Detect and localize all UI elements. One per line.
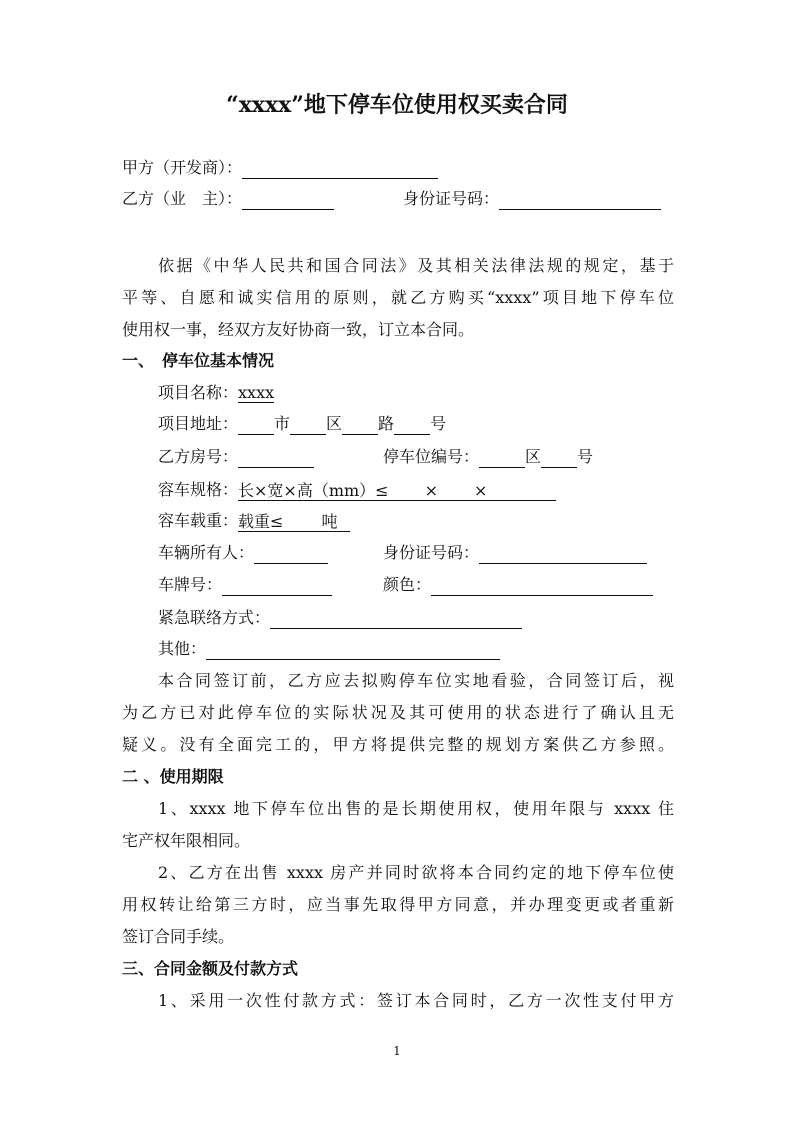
party-b-id-field[interactable] bbox=[499, 191, 661, 210]
label: 容车载重： bbox=[158, 511, 239, 530]
other-row bbox=[158, 638, 500, 660]
space-no-row bbox=[383, 446, 593, 468]
party-a-label: 甲方（开发商）： bbox=[122, 158, 243, 177]
owner-field[interactable] bbox=[254, 545, 328, 564]
label: 其他： bbox=[158, 639, 207, 658]
times-sign: × bbox=[474, 481, 488, 500]
paragraph-line: 宅产权年限相同。 bbox=[122, 831, 251, 850]
other-field[interactable] bbox=[206, 641, 500, 660]
party-a-field[interactable] bbox=[242, 160, 438, 179]
label: 乙方房号： bbox=[158, 447, 239, 466]
emergency-row bbox=[158, 607, 522, 629]
label: 颜色： bbox=[383, 575, 432, 594]
paragraph-line: 疑义。没有全面完工的，甲方将提供完整的规划方案供乙方参照。 bbox=[122, 735, 674, 754]
intro-line: 使用权一事，经双方友好协商一致，订立本合同。 bbox=[122, 320, 475, 339]
label: 市 bbox=[274, 414, 291, 433]
paragraph-line: 签订合同手续。 bbox=[122, 927, 235, 946]
label: 车辆所有人： bbox=[158, 543, 255, 562]
city-field[interactable] bbox=[238, 416, 274, 435]
section-2-heading: 二 、使用期限 bbox=[122, 767, 224, 786]
road-field[interactable] bbox=[342, 416, 378, 435]
label: 区 bbox=[525, 447, 542, 466]
emergency-field[interactable] bbox=[270, 610, 522, 629]
paragraph-line: 1、xxxx 地下停车位出售的是长期使用权，使用年限与 xxxx 住 bbox=[158, 799, 674, 818]
intro-line: 平等、自愿和诚实信用的原则，就乙方购买“xxxx”项目地下停车位 bbox=[122, 288, 674, 307]
party-b-row bbox=[122, 188, 334, 210]
project-name-row bbox=[158, 382, 274, 404]
party-b-id-row bbox=[403, 188, 661, 210]
district-field[interactable] bbox=[290, 416, 326, 435]
number-field[interactable] bbox=[394, 416, 430, 435]
party-b-label: 乙方（业 主）： bbox=[122, 189, 243, 208]
room-row bbox=[158, 446, 314, 468]
section-3-heading: 三、合同金额及付款方式 bbox=[122, 959, 299, 978]
load-row bbox=[158, 510, 350, 532]
address-row bbox=[158, 413, 446, 435]
plate-row bbox=[158, 574, 332, 596]
size-field[interactable] bbox=[238, 480, 556, 501]
label: 号 bbox=[430, 414, 447, 433]
page-number: 1 bbox=[393, 1044, 401, 1058]
owner-id-field[interactable] bbox=[479, 545, 647, 564]
space-number-field[interactable] bbox=[541, 449, 577, 468]
label: 号 bbox=[577, 447, 594, 466]
id-label: 身份证号码： bbox=[403, 189, 500, 208]
load-field[interactable] bbox=[238, 511, 350, 532]
plate-field[interactable] bbox=[222, 577, 332, 596]
zone-field[interactable] bbox=[479, 449, 525, 468]
color-field[interactable] bbox=[431, 577, 653, 596]
color-row bbox=[383, 574, 653, 596]
ton-unit: 吨 bbox=[321, 512, 338, 531]
owner-row bbox=[158, 542, 328, 564]
label: 容车规格： bbox=[158, 480, 239, 499]
size-value: 长×宽×高（mm）≤ bbox=[238, 481, 389, 500]
label: 路 bbox=[378, 414, 395, 433]
paragraph-line: 1、采用一次性付款方式：签订本合同时，乙方一次性支付甲方 bbox=[158, 991, 674, 1010]
label: 项目地址： bbox=[158, 414, 239, 433]
owner-id-row bbox=[383, 542, 647, 564]
label: 项目名称： bbox=[158, 383, 239, 402]
paragraph-line: 为乙方已对此停车位的实际状况及其可使用的状态进行了确认且无 bbox=[122, 703, 674, 722]
load-value: 载重≤ bbox=[238, 512, 284, 531]
room-field[interactable] bbox=[238, 449, 314, 468]
label: 区 bbox=[326, 414, 343, 433]
party-a-row bbox=[122, 157, 438, 179]
label: 紧急联络方式： bbox=[158, 608, 271, 627]
label: 停车位编号： bbox=[383, 447, 480, 466]
project-name-value: xxxx bbox=[238, 383, 275, 402]
party-b-field[interactable] bbox=[242, 191, 334, 210]
section-1-heading: 一、 停车位基本情况 bbox=[122, 351, 275, 370]
label: 车牌号： bbox=[158, 575, 223, 594]
paragraph-line: 用权转让给第三方时，应当事先取得甲方同意，并办理变更或者重新 bbox=[122, 895, 674, 914]
times-sign: × bbox=[424, 481, 438, 500]
label: 身份证号码： bbox=[383, 543, 480, 562]
intro-line: 依据《中华人民共和国合同法》及其相关法律法规的规定，基于 bbox=[158, 256, 674, 275]
paragraph-line: 本合同签订前，乙方应去拟购停车位实地看验，合同签订后，视 bbox=[158, 671, 674, 690]
document-title: “xxxx”地下停车位使用权买卖合同 bbox=[226, 92, 568, 118]
paragraph-line: 2、乙方在出售 xxxx 房产并同时欲将本合同约定的地下停车位使 bbox=[158, 863, 674, 882]
size-row bbox=[158, 479, 556, 501]
